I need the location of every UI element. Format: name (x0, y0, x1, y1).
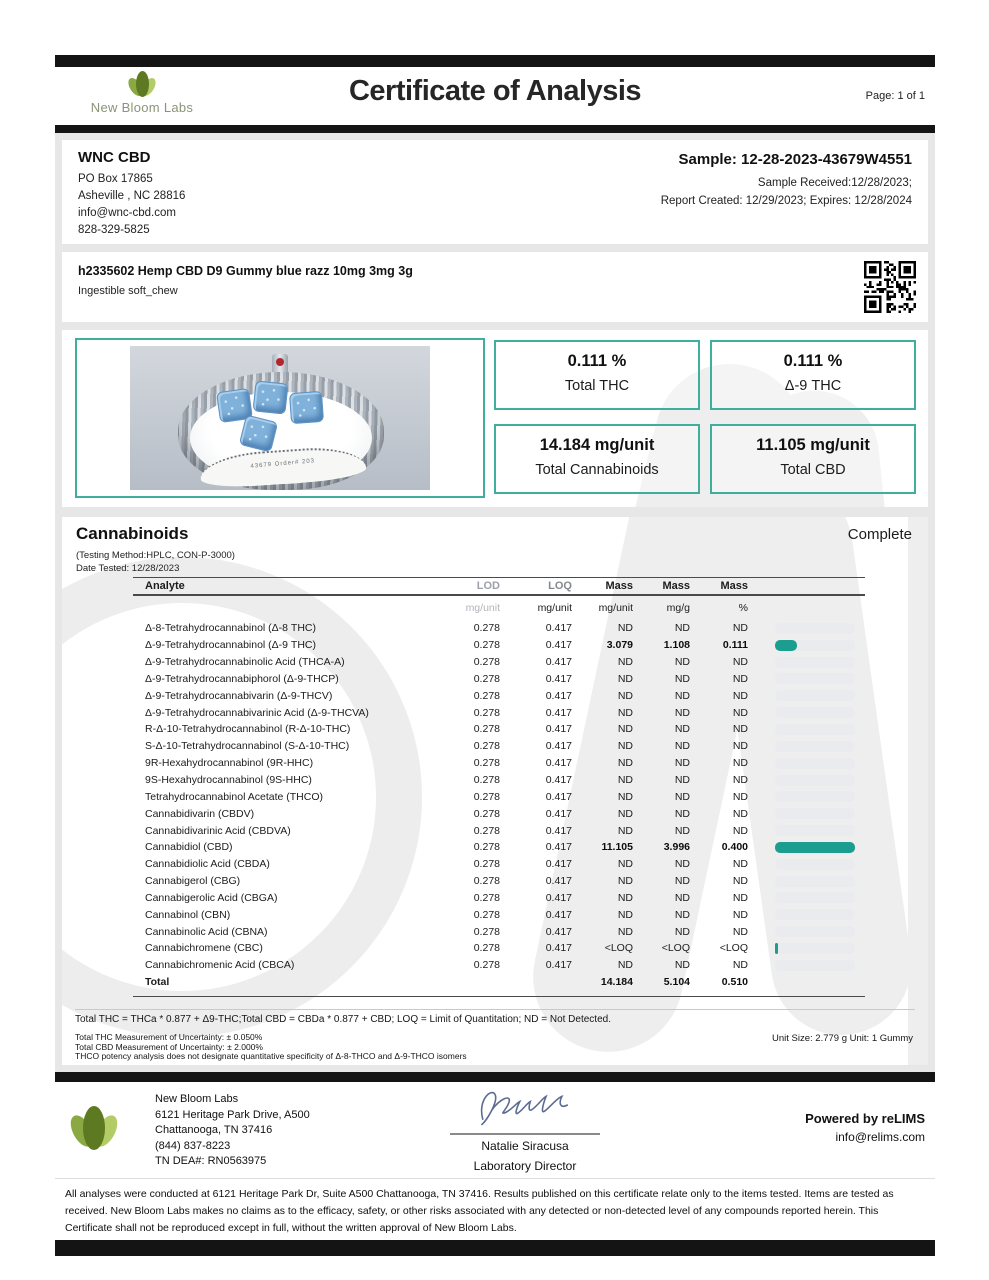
cell-mass-bar (775, 724, 855, 735)
header-mass-unit: Mass (605, 580, 633, 592)
table-row (133, 671, 865, 688)
signature-icon (455, 1084, 595, 1128)
cell-lod: 0.278 (473, 757, 500, 770)
bar-track (775, 741, 855, 752)
cell-mass-pct: ND (732, 740, 748, 753)
cell-mass-pct: ND (732, 959, 748, 972)
lab-address-line: 6121 Heritage Park Drive, A500 (155, 1108, 310, 1121)
cell-mass-bar (775, 960, 855, 971)
cell-lod: 0.278 (473, 959, 500, 972)
page-number: Page: 1 of 1 (865, 90, 925, 102)
cell-loq: 0.417 (545, 841, 572, 854)
cell-lod: 0.278 (473, 841, 500, 854)
cell-mass-pct: ND (732, 723, 748, 736)
document-title: Certificate of Analysis (348, 75, 642, 107)
cell-loq: 0.417 (545, 858, 572, 871)
cell-mass-unit: ND (617, 656, 633, 669)
cell-mass-unit: ND (617, 790, 633, 803)
top-separator-bar (55, 55, 935, 67)
cell-mass-bar (775, 808, 855, 819)
cell-mass-unit: ND (617, 824, 633, 837)
cell-lod: 0.278 (473, 656, 500, 669)
cell-lod: 0.278 (473, 942, 500, 955)
unit-size-note: Unit Size: 2.779 g Unit: 1 Gummy (772, 1033, 913, 1044)
cell-loq: 0.417 (545, 757, 572, 770)
bar-track (775, 640, 855, 651)
cell-mass-unit: ND (617, 757, 633, 770)
cell-mass-unit: ND (617, 706, 633, 719)
cell-mass-bar (775, 791, 855, 802)
qr-code (864, 261, 916, 313)
lab-address-block (155, 1092, 310, 1170)
bar-track (775, 724, 855, 735)
cell-analyte: S-Δ-10-Tetrahydrocannabinol (S-Δ-10-THC) (145, 740, 350, 753)
header (55, 67, 935, 125)
cell-mass-unit: ND (617, 959, 633, 972)
unit-lod: mg/unit (465, 602, 500, 614)
cell-mass-g: ND (674, 959, 690, 972)
bar-track (775, 758, 855, 769)
table-row (133, 704, 865, 721)
cell-analyte: Δ-9-Tetrahydrocannabivarin (Δ-9-THCV) (145, 689, 333, 702)
cell-analyte: Δ-9-Tetrahydrocannabiphorol (Δ-9-THCP) (145, 672, 339, 685)
cell-mass-unit: ND (617, 774, 633, 787)
calculation-note: Total THC = THCa * 0.877 + Δ9-THC;Total CBD = CBDa * 0.877 + CBD; LOQ = Limit of Quantitation; ND = Not Detected. (75, 1014, 611, 1025)
client-address-line: PO Box 17865 (78, 173, 153, 185)
cell-mass-g: ND (674, 875, 690, 888)
cell-lod: 0.278 (473, 723, 500, 736)
header-lod: LOD (476, 580, 500, 592)
footer-separator-bar (55, 1072, 935, 1082)
cell-loq: 0.417 (545, 656, 572, 669)
table-row (133, 805, 865, 822)
cell-mass-bar (775, 842, 855, 853)
cell-analyte: Δ-9-Tetrahydrocannabivarinic Acid (Δ-9-THCVA) (145, 706, 369, 719)
cell-lod: 0.278 (473, 740, 500, 753)
bar-track (775, 859, 855, 870)
footer-divider (55, 1178, 935, 1179)
result-value: 0.111 % (567, 352, 627, 370)
cell-mass-g: ND (674, 672, 690, 685)
unit-mass-pct: % (738, 602, 748, 614)
product-card (62, 252, 928, 322)
cell-mass-pct: <LOQ (719, 942, 748, 955)
result-box-total-cannabinoids (494, 424, 700, 494)
relims-email: info@relims.com (835, 1130, 925, 1144)
cell-mass-unit: ND (617, 925, 633, 938)
cell-mass-bar (775, 926, 855, 937)
lab-address-line: Chattanooga, TN 37416 (155, 1124, 273, 1136)
table-units-row (133, 596, 865, 620)
cell-mass-pct: ND (732, 672, 748, 685)
bar-fill (775, 640, 797, 651)
bar-fill (775, 943, 778, 954)
unit-loq: mg/unit (537, 602, 572, 614)
table-row (133, 873, 865, 890)
table-row (133, 839, 865, 856)
gummy (289, 391, 324, 424)
lab-name: New Bloom Labs (155, 1093, 239, 1105)
cell-analyte: Cannabigerol (CBG) (145, 875, 241, 888)
cell-analyte: Δ-9-Tetrahydrocannabinolic Acid (THCA-A) (145, 656, 345, 669)
table-row (133, 721, 865, 738)
uncertainty-thc: Total THC Measurement of Uncertainty: ± 0.050% (75, 1032, 263, 1042)
bar-track (775, 909, 855, 920)
cell-analyte: Cannabigerolic Acid (CBGA) (145, 891, 278, 904)
cell-mass-pct: ND (732, 807, 748, 820)
cell-mass-g: ND (674, 824, 690, 837)
section-title: Cannabinoids (76, 524, 189, 543)
cell-lod: 0.278 (473, 908, 500, 921)
table-row (133, 856, 865, 873)
cell-mass-g: ND (674, 774, 690, 787)
cell-mass-bar (775, 977, 855, 988)
cell-mass-g: ND (674, 622, 690, 635)
cell-mass-g: ND (674, 689, 690, 702)
result-box-total-cbd (710, 424, 916, 494)
lab-dea-number: TN DEA#: RN0563975 (155, 1155, 267, 1167)
cannabinoids-card (62, 517, 928, 1065)
cell-analyte: R-Δ-10-Tetrahydrocannabinol (R-Δ-10-THC) (145, 723, 351, 736)
cell-mass-g: ND (674, 925, 690, 938)
cell-mass-unit: ND (617, 908, 633, 921)
result-label: Total CBD (780, 462, 846, 478)
cell-analyte: Total (145, 976, 170, 989)
cell-analyte: 9R-Hexahydrocannabinol (9R-HHC) (145, 757, 314, 770)
cell-loq: 0.417 (545, 639, 572, 652)
dish-label-text: 43679 Order# 203 (250, 458, 316, 470)
cell-loq: 0.417 (545, 942, 572, 955)
bar-track (775, 892, 855, 903)
sample-dates (661, 174, 912, 210)
cell-mass-unit: ND (617, 858, 633, 871)
footer (55, 1082, 935, 1176)
cell-loq: 0.417 (545, 706, 572, 719)
bar-track (775, 673, 855, 684)
table-row (133, 738, 865, 755)
cell-mass-g: ND (674, 908, 690, 921)
cell-analyte: 9S-Hexahydrocannabinol (9S-HHC) (145, 774, 312, 787)
bar-track (775, 775, 855, 786)
bar-track (775, 623, 855, 634)
powered-by: Powered by reLIMS (805, 1111, 925, 1126)
client-address-line: Asheville , NC 28816 (78, 190, 186, 202)
cell-analyte: Cannabidiolic Acid (CBDA) (145, 858, 270, 871)
signer-title: Laboratory Director (473, 1159, 577, 1173)
cell-lod: 0.278 (473, 858, 500, 871)
bar-track (775, 825, 855, 836)
cell-loq: 0.417 (545, 622, 572, 635)
cell-loq: 0.417 (545, 925, 572, 938)
product-type: Ingestible soft_chew (78, 285, 178, 297)
cell-mass-pct: ND (732, 790, 748, 803)
testing-method: (Testing Method:HPLC, CON-P-3000) (76, 550, 235, 561)
cell-loq: 0.417 (545, 723, 572, 736)
cannabinoid-rows (133, 620, 865, 997)
lab-logo-text: New Bloom Labs (90, 100, 194, 115)
cell-analyte: Δ-8-Tetrahydrocannabinol (Δ-8 THC) (145, 622, 317, 635)
result-box-total-thc (494, 340, 700, 410)
product-photo (130, 346, 430, 490)
cell-mass-unit: ND (617, 723, 633, 736)
cell-lod: 0.278 (473, 639, 500, 652)
cell-analyte: Cannabichromene (CBC) (145, 942, 263, 955)
bottom-separator-bar (55, 1240, 935, 1256)
cell-mass-pct: 0.111 (722, 639, 748, 652)
uncertainty-cbd: Total CBD Measurement of Uncertainty: ± 2.000% (75, 1041, 263, 1052)
signature-block (415, 1084, 635, 1173)
cell-loq: 0.417 (545, 689, 572, 702)
result-label: Total Cannabinoids (535, 462, 659, 478)
cell-mass-g: ND (674, 706, 690, 719)
bar-fill (775, 842, 855, 853)
cell-mass-unit: 14.184 (600, 976, 633, 989)
header-bar-spacer (775, 581, 855, 592)
cell-mass-pct: ND (732, 622, 748, 635)
thco-note: THCO potency analysis does not designate quantitative specificity of Δ-8-THCO and Δ-9-THCO isomers (75, 1051, 467, 1061)
cell-loq: 0.417 (545, 807, 572, 820)
cell-loq: 0.417 (545, 740, 572, 753)
cell-lod: 0.278 (473, 774, 500, 787)
cell-analyte: Cannabidivarinic Acid (CBDVA) (145, 824, 291, 837)
table-row (133, 620, 865, 637)
cell-loq: 0.417 (545, 875, 572, 888)
table-row (133, 772, 865, 789)
cell-mass-unit: <LOQ (604, 942, 633, 955)
cell-lod: 0.278 (473, 622, 500, 635)
cell-mass-g: ND (674, 656, 690, 669)
cell-mass-unit: ND (617, 740, 633, 753)
cell-mass-bar (775, 825, 855, 836)
cell-mass-pct: ND (732, 875, 748, 888)
cell-lod: 0.278 (473, 925, 500, 938)
cell-analyte: Cannabinolic Acid (CBNA) (145, 925, 268, 938)
unit-mass-unit: mg/unit (598, 602, 633, 614)
cell-mass-unit: ND (617, 891, 633, 904)
client-email: info@wnc-cbd.com (78, 207, 176, 219)
bar-track (775, 657, 855, 668)
cell-mass-bar (775, 758, 855, 769)
result-label: Δ-9 THC (784, 378, 842, 394)
cell-mass-g: 1.108 (663, 639, 690, 652)
cell-mass-g: ND (674, 790, 690, 803)
header-analyte: Analyte (145, 580, 185, 592)
header-loq: LOQ (548, 580, 572, 592)
product-name: h2335602 Hemp CBD D9 Gummy blue razz 10mg 3mg 3g (78, 264, 413, 278)
cell-loq: 0.417 (545, 672, 572, 685)
signature-line (450, 1133, 600, 1135)
result-value: 11.105 mg/unit (756, 436, 870, 454)
cell-loq: 0.417 (545, 774, 572, 787)
cell-mass-pct: ND (732, 824, 748, 837)
cell-mass-pct: ND (732, 858, 748, 871)
cell-lod: 0.278 (473, 689, 500, 702)
bar-track (775, 876, 855, 887)
powered-by-block (805, 1110, 925, 1146)
table-header-row (133, 577, 865, 596)
table-row (133, 654, 865, 671)
cell-lod: 0.278 (473, 807, 500, 820)
unit-bar-spacer (775, 603, 855, 614)
result-value: 14.184 mg/unit (539, 436, 655, 454)
cell-analyte: Cannabinol (CBN) (145, 908, 231, 921)
header-separator-bar (55, 125, 935, 133)
bar-track (775, 707, 855, 718)
cell-mass-g: 5.104 (663, 976, 690, 989)
cell-mass-bar (775, 673, 855, 684)
lab-phone: (844) 837-8223 (155, 1139, 231, 1152)
bar-track (775, 690, 855, 701)
sample-received: Sample Received:12/28/2023; (757, 177, 912, 189)
content-zone (55, 133, 935, 1072)
cell-loq: 0.417 (545, 824, 572, 837)
bar-track (775, 926, 855, 937)
result-label: Total THC (564, 378, 630, 394)
cell-mass-bar (775, 741, 855, 752)
unit-mass-g: mg/g (666, 602, 690, 614)
bar-track (775, 842, 855, 853)
cell-mass-unit: ND (617, 689, 633, 702)
table-row (133, 974, 865, 991)
cell-mass-unit: ND (617, 672, 633, 685)
client-address (78, 171, 185, 239)
uncertainty-notes (75, 1033, 467, 1062)
results-card (62, 330, 928, 507)
cell-mass-pct: ND (732, 656, 748, 669)
cell-mass-bar (775, 657, 855, 668)
cell-mass-g: ND (674, 723, 690, 736)
notes-divider (75, 1009, 915, 1010)
table-row (133, 906, 865, 923)
cell-lod: 0.278 (473, 891, 500, 904)
cell-mass-bar (775, 640, 855, 651)
cell-mass-pct: ND (732, 925, 748, 938)
disclaimer-text: All analyses were conducted at 6121 Heritage Park Dr, Suite A500 Chattanooga, TN 37416. Results published on this certificate relate only to the items tested. Items are tested as received. New Bloom Labs makes no claims as to the efficacy, safety, or other risks associated with any detected or non-detected level of any compounds reported herein. This Certificate shall not be reproduced except in full, without the written approval of New Bloom Labs. (65, 1188, 894, 1234)
cell-mass-pct: ND (732, 757, 748, 770)
cell-mass-g: ND (674, 858, 690, 871)
table-row (133, 923, 865, 940)
bar-track (775, 943, 855, 954)
cell-lod: 0.278 (473, 790, 500, 803)
cell-analyte: Δ-9-Tetrahydrocannabinol (Δ-9 THC) (145, 639, 317, 652)
cell-mass-g: <LOQ (661, 942, 690, 955)
cell-loq: 0.417 (545, 790, 572, 803)
cell-mass-bar (775, 775, 855, 786)
cell-mass-pct: ND (732, 774, 748, 787)
client-phone: 828-329-5825 (78, 224, 150, 236)
cell-analyte: Cannabichromenic Acid (CBCA) (145, 959, 295, 972)
cell-mass-g: ND (674, 807, 690, 820)
result-value: 0.111 % (783, 352, 843, 370)
cell-mass-bar (775, 943, 855, 954)
cell-lod: 0.278 (473, 672, 500, 685)
cell-mass-unit: ND (617, 875, 633, 888)
table-row (133, 890, 865, 907)
cell-analyte: Tetrahydrocannabinol Acetate (THCO) (145, 790, 324, 803)
cell-loq: 0.417 (545, 891, 572, 904)
result-box-d9-thc (710, 340, 916, 410)
bar-track (775, 808, 855, 819)
cell-mass-g: ND (674, 891, 690, 904)
sample-id: Sample: 12-28-2023-43679W4551 (678, 151, 912, 168)
bar-track (775, 960, 855, 971)
cell-analyte: Cannabidivarin (CBDV) (145, 807, 255, 820)
cell-analyte: Cannabidiol (CBD) (145, 841, 233, 854)
header-mass-pct: Mass (720, 580, 748, 592)
cell-loq: 0.417 (545, 959, 572, 972)
cell-mass-pct: ND (732, 908, 748, 921)
header-mass-g: Mass (662, 580, 690, 592)
table-row (133, 822, 865, 839)
cell-mass-pct: 0.510 (721, 976, 748, 989)
report-created: Report Created: 12/29/2023; Expires: 12/28/2024 (660, 195, 912, 207)
section-status: Complete (847, 526, 912, 543)
dish-pin (276, 358, 284, 366)
date-tested: Date Tested: 12/28/2023 (76, 563, 180, 574)
cell-mass-pct: ND (732, 891, 748, 904)
table-row (133, 788, 865, 805)
cell-lod: 0.278 (473, 824, 500, 837)
cell-mass-bar (775, 892, 855, 903)
cell-mass-unit: ND (617, 622, 633, 635)
watermark-edge (908, 517, 928, 1065)
cannabinoid-table (133, 577, 865, 997)
product-photo-frame (75, 338, 485, 498)
footer-lab-logo (67, 1104, 123, 1156)
cell-mass-unit: ND (617, 807, 633, 820)
table-row (133, 940, 865, 957)
cell-mass-bar (775, 623, 855, 634)
gummy (252, 380, 288, 414)
table-row (133, 687, 865, 704)
cell-mass-pct: 0.400 (721, 841, 748, 854)
cell-mass-bar (775, 876, 855, 887)
cell-mass-bar (775, 859, 855, 870)
cell-mass-pct: ND (732, 706, 748, 719)
client-sample-card (62, 140, 928, 244)
cell-mass-bar (775, 707, 855, 718)
leaf-center-icon (83, 1106, 105, 1150)
table-row (133, 755, 865, 772)
table-row (133, 637, 865, 654)
table-row (133, 957, 865, 974)
client-name: WNC CBD (78, 149, 151, 166)
cell-mass-unit: 11.105 (601, 841, 633, 854)
cell-loq: 0.417 (545, 908, 572, 921)
cell-mass-g: ND (674, 740, 690, 753)
cell-mass-g: 3.996 (663, 841, 690, 854)
bar-track (775, 791, 855, 802)
cell-mass-g: ND (674, 757, 690, 770)
cell-lod: 0.278 (473, 875, 500, 888)
cell-mass-pct: ND (732, 689, 748, 702)
cell-mass-bar (775, 690, 855, 701)
cell-mass-unit: 3.079 (606, 639, 633, 652)
signer-name: Natalie Siracusa (481, 1139, 569, 1153)
cell-mass-bar (775, 909, 855, 920)
cell-lod: 0.278 (473, 706, 500, 719)
